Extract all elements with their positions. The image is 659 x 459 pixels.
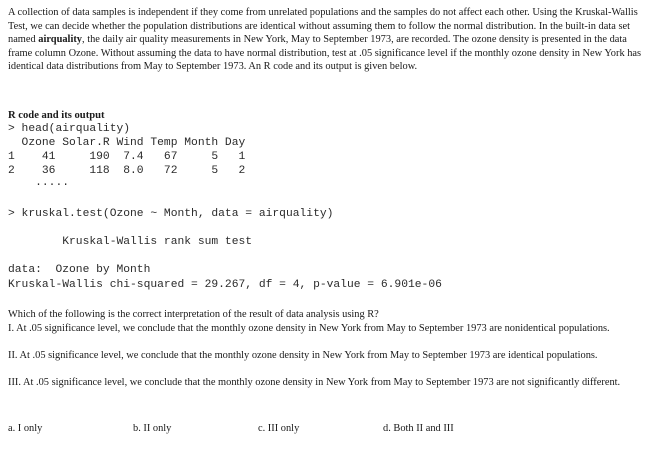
intro-text-part2: , the daily air quality measurements in New York, May to September 1973, are recorded. The ozone density is presented in the data frame column Ozone. Without assuming the data to have normal distribution, test at .05 significance level if the monthly ozone density in New York has identical data distributions from May to September 1973. An R code and its output is given below.: [8, 34, 642, 73]
statement-text: III. At .05 significance level, we conclude that the monthly ozone density in New York from May to September 1973 are not significantly different.: [8, 377, 621, 388]
statement-text: II. At .05 significance level, we conclude that the monthly ozone density in New York from May to September 1973 are identical populations.: [8, 350, 598, 361]
answer-choice-c[interactable]: c. III only: [258, 423, 300, 434]
intro-text-part1: A collection of data samples is independent if they come from unrelated populations and the samples do not affect each other. Using the Kruskal-Wallis Test, we can decide whether the population distributions are identical without assuming them to follow the normal distribution. In the built-in data set named: [8, 7, 638, 46]
code-table-row: 1 41 190 7.4 67 5 1: [8, 151, 246, 163]
code-test-title: Kruskal-Wallis rank sum test: [8, 236, 253, 248]
answer-choice-d[interactable]: d. Both II and III: [383, 423, 454, 434]
section-heading: R code and its output: [8, 110, 105, 121]
dataset-name: airquality: [38, 34, 82, 46]
code-command-head: > head(airquality): [8, 123, 131, 135]
question-text: Which of the following is the correct interpretation of the result of data analysis using R?: [8, 309, 379, 320]
statement-text: I. At .05 significance level, we conclude that the monthly ozone density in New York from May to September 1973 are nonidentical populations.: [8, 323, 610, 334]
intro-paragraph: [8, 6, 648, 74]
statement-1: [8, 322, 638, 335]
statement-2: [8, 349, 638, 362]
code-command-kruskal: > kruskal.test(Ozone ~ Month, data = airquality): [8, 208, 334, 220]
statement-3: [8, 376, 638, 389]
code-data-line: data: Ozone by Month: [8, 264, 151, 276]
code-result-line: Kruskal-Wallis chi-squared = 29.267, df = 4, p-value = 6.901e-06: [8, 279, 442, 291]
code-table-row: 2 36 118 8.0 72 5 2: [8, 165, 246, 177]
code-table-header: Ozone Solar.R Wind Temp Month Day: [8, 137, 246, 149]
code-ellipsis: .....: [8, 177, 70, 189]
answer-choice-b[interactable]: b. II only: [133, 423, 172, 434]
answer-choice-a[interactable]: a. I only: [8, 423, 43, 434]
